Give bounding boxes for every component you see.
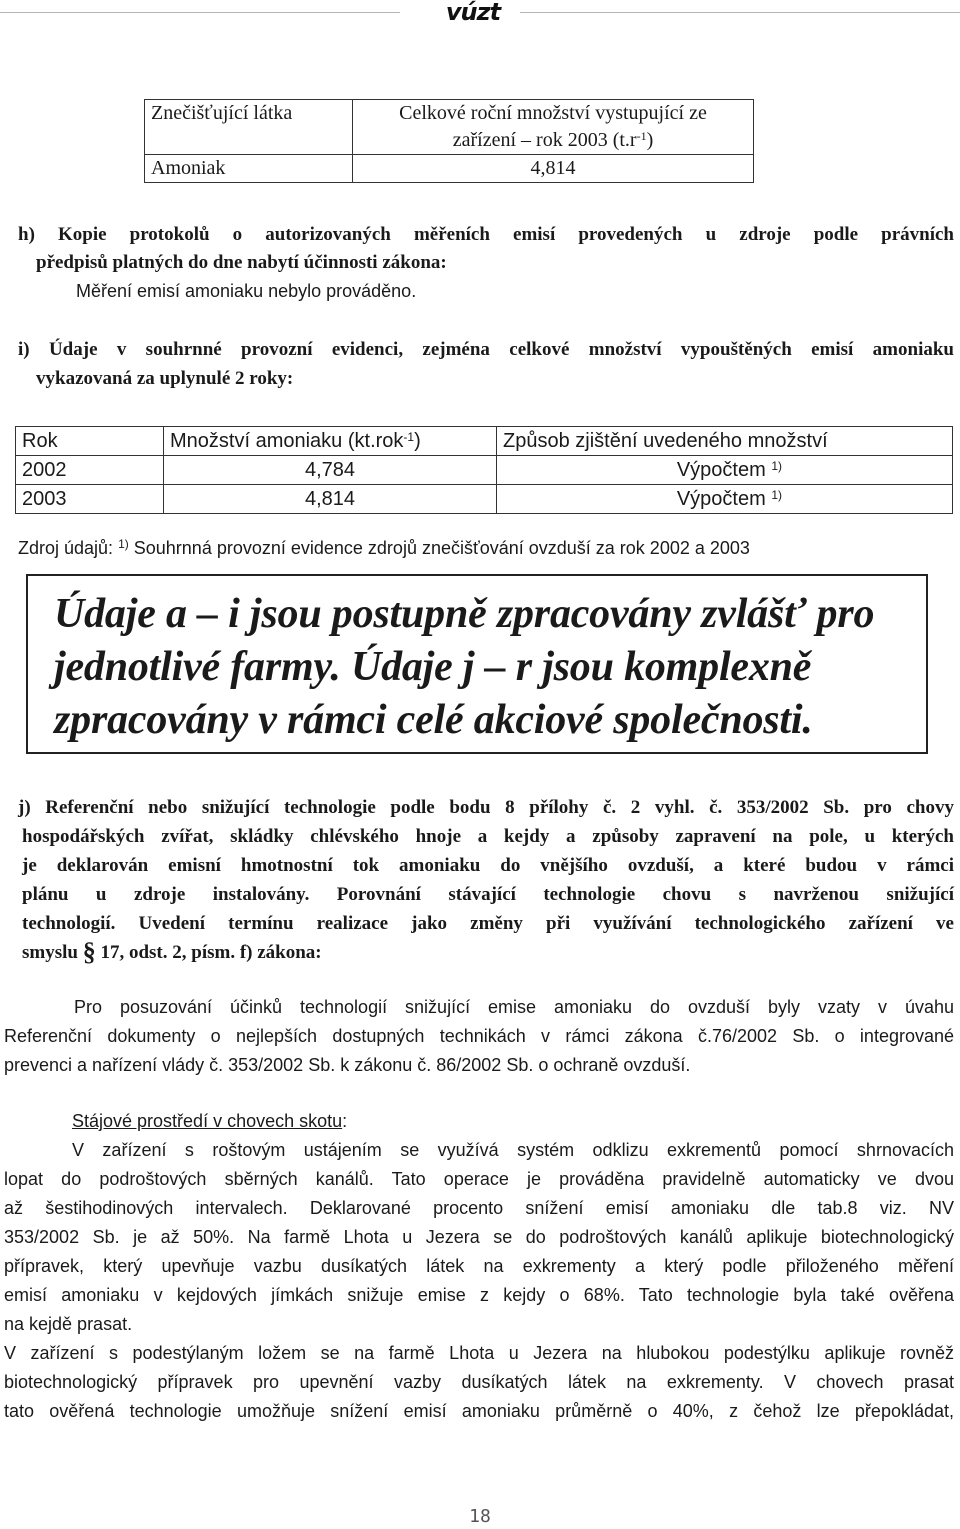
source-note: Zdroj údajů: $^{1)}$ Souhrnná provozní evidence zdrojů znečišťování ovzduší za rok 2002 a 2003: [18, 537, 750, 558]
cell-method: Výpočtem $^{1)}$: [497, 456, 953, 485]
section-h-body: Měření emisí amoniaku nebylo prováděno.: [76, 281, 417, 301]
section-j-title: j) Referenční nebo snižující technologie podle bodu 8 přílohy č. 2 vyhl. č. 353/2002 Sb. pro chovy: [18, 797, 954, 818]
emissions-total-table: [144, 99, 754, 183]
table-header-row: [145, 100, 754, 155]
header-annual-amount: Celkové roční množství vystupující ze zařízení – rok 2003 $(t.r^{-1})$: [353, 100, 754, 155]
section-h-title: h) Kopie protokolů o autorizovaných měřeních emisí provedených u zdroje podle právních: [18, 224, 954, 245]
header-amount: Množství amoniaku (kt.rok$^{-1}$): [164, 427, 497, 456]
bat-paragraph: Pro posuzování účinků technologií snižující emise amoniaku do ovzduší byly vzaty v úvahu Referenční dokumenty o nejlepších dostupných technikách v rámci zákona č.76/2002 Sb. o integrované prevenci a nařízení vlády č. 353/2002 Sb. k zákonu č. 86/2002 Sb. o ochraně ovzduší.: [4, 997, 954, 1075]
stable-body: V zařízení s roštovým ustájením se využívá systém odklizu exkrementů pomocí shrnovacích lopat do podroštových sběrných kanálů. Tato operace je prováděna pravidelně automaticky ve dvou až šestihodinových intervalech. Deklarované procento snížení emisí amoniaku dle tab.8 viz. NV 353/2002 Sb. je až 50%. Na farmě Lhota u Jezera se do podroštových kanálů aplikuje biotechnologický přípravek, který upevňuje vazbu dusíkatých látek na exkrementy a který podle přiloženého měření emisí amoniaku v kejdových jímkách snižuje emise z kejdy o 68%. Tato technologie byla také ověřena na kejdě prasat. V zařízení s podestýlaným ložem se na farmě Lhota u Jezera na hlubokou podestýlku aplikuje rovněž biotechnologický přípravek pro upevnění vazby dusíkatých látek na exkrementy. V chovech prasat tato ověřená technologie umožňuje snížení emisí amoniaku průměrně o 40%, z čehož lze přepokládat,: [4, 1140, 954, 1421]
section-i-title: i) Údaje v souhrnné provozní evidenci, zejména celkové množství vypouštěných emisí amoniaku: [18, 339, 954, 360]
section-i-title-cont: vykazovaná za uplynulé 2 roky:: [36, 368, 294, 389]
header-substance: Znečišťující látka: [145, 100, 353, 155]
stable-heading: Stájové prostředí v chovech skotu:: [72, 1111, 348, 1131]
header-year: Rok: [16, 427, 164, 456]
cell-method: Výpočtem $^{1)}$: [497, 485, 953, 514]
cell-substance: Amoniak: [145, 155, 353, 183]
header-rule-left: [0, 12, 400, 13]
cell-amount: 4,784: [164, 456, 497, 485]
section-j-body: hospodářských zvířat, skládky chlévského hnoje a kejdy a způsoby zapravení na pole, u kterých je deklarován emisní hmotnostní tok amoniaku do vnějšího ovzduší, a které budou v rámci plánu u zdroje instalovány. Porovnání stávající technologie chovu s navrženou snižující technologií. Uvedení termínu realizace jako změny při využívání technologického zařízení ve smyslu § 17, odst. 2, písm. f) zákona:: [22, 826, 954, 966]
cell-year: 2002: [16, 456, 164, 485]
ammonia-yearly-table: [15, 426, 953, 514]
table-header-row: [16, 427, 953, 456]
table-row: [145, 155, 754, 183]
cell-amount: 4,814: [353, 155, 754, 183]
header-rule-right: [520, 12, 960, 13]
table-row: [16, 485, 953, 514]
section-h-title-cont: předpisů platných do dne nabytí účinnosti zákona:: [36, 252, 447, 273]
header-method: Způsob zjištění uvedeného množství: [497, 427, 953, 456]
highlight-text: Údaje a – i jsou postupně zpracovány zvlášť pro jednotlivé farmy. Údaje j – r jsou komplexně zpracovány v rámci celé akciové společnosti.: [54, 591, 875, 743]
cell-amount: 4,814: [164, 485, 497, 514]
highlight-box: [26, 574, 928, 754]
cell-year: 2003: [16, 485, 164, 514]
table-row: [16, 456, 953, 485]
vuzt-logo: vúzt: [445, 0, 501, 26]
page-number: 18: [469, 1506, 491, 1527]
page-header: [0, 0, 960, 30]
